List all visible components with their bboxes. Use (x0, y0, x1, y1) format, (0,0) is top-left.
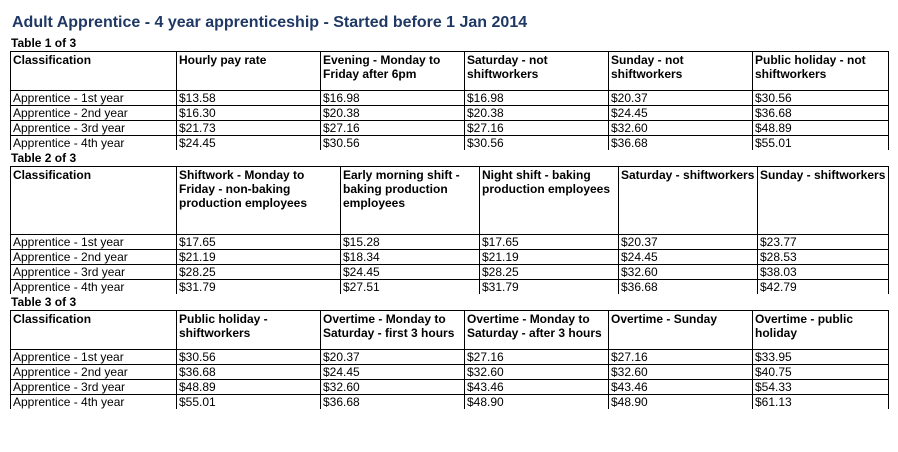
column-header: Sunday - shiftworkers (758, 167, 889, 235)
column-header: Evening - Monday to Friday after 6pm (321, 52, 465, 91)
table-cell: $30.56 (321, 136, 465, 151)
table-row (11, 265, 889, 280)
table-cell: $17.65 (177, 235, 341, 250)
table-2-caption: Table 2 of 3 (11, 151, 77, 165)
table-cell: $30.56 (177, 350, 321, 365)
table-row (11, 91, 889, 106)
table-cell: $30.56 (753, 91, 889, 106)
table-cell: $32.60 (465, 365, 609, 380)
page-title: Adult Apprentice - 4 year apprenticeship - Started before 1 Jan 2014 (12, 14, 528, 31)
table-cell: $28.25 (480, 265, 619, 280)
table-cell: $40.75 (753, 365, 889, 380)
table-cell: $21.19 (177, 250, 341, 265)
table-row (11, 121, 889, 136)
table-cell: Apprentice - 2nd year (11, 106, 177, 121)
table-cell: $36.68 (619, 280, 758, 295)
table-cell: $23.77 (758, 235, 889, 250)
table-row (11, 106, 889, 121)
table-cell: Apprentice - 3rd year (11, 265, 177, 280)
table-3 (10, 310, 889, 409)
table-cell: $32.60 (619, 265, 758, 280)
table-cell: $24.45 (619, 250, 758, 265)
table-1-caption: Table 1 of 3 (11, 36, 77, 50)
table-cell: $48.90 (609, 395, 753, 410)
table-row (11, 380, 889, 395)
table-cell: $36.68 (609, 136, 753, 151)
table-cell: $20.37 (609, 91, 753, 106)
column-header: Public holiday - shiftworkers (177, 311, 321, 350)
table-cell: Apprentice - 2nd year (11, 250, 177, 265)
column-header: Shiftwork - Monday to Friday - non-baking production employees (177, 167, 341, 235)
table-cell: $27.16 (321, 121, 465, 136)
table-cell: Apprentice - 2nd year (11, 365, 177, 380)
column-header: Night shift - baking production employees (480, 167, 619, 235)
column-header: Early morning shift - baking production employees (341, 167, 480, 235)
table-cell: $33.95 (753, 350, 889, 365)
column-header: Public holiday - not shiftworkers (753, 52, 889, 91)
table-cell: $31.79 (480, 280, 619, 295)
table-cell: $27.51 (341, 280, 480, 295)
table-2 (10, 166, 889, 294)
table-cell: $20.38 (321, 106, 465, 121)
table-cell: Apprentice - 4th year (11, 136, 177, 151)
table-cell: $18.34 (341, 250, 480, 265)
table-cell: Apprentice - 1st year (11, 350, 177, 365)
table-cell: $32.60 (609, 121, 753, 136)
table-cell: $61.13 (753, 395, 889, 410)
table-cell: $31.79 (177, 280, 341, 295)
table-header-row (11, 167, 889, 235)
column-header: Overtime - Sunday (609, 311, 753, 350)
column-header: Sunday - not shiftworkers (609, 52, 753, 91)
table-cell: $30.56 (465, 136, 609, 151)
table-cell: $20.37 (321, 350, 465, 365)
table-cell: $21.73 (177, 121, 321, 136)
table-cell: $16.98 (465, 91, 609, 106)
table-cell: $27.16 (465, 121, 609, 136)
table-cell: $28.53 (758, 250, 889, 265)
table-cell: $27.16 (609, 350, 753, 365)
table-cell: $55.01 (177, 395, 321, 410)
table-row (11, 136, 889, 151)
table-cell: $16.30 (177, 106, 321, 121)
column-header: Classification (11, 311, 177, 350)
table-cell: $38.03 (758, 265, 889, 280)
table-cell: $36.68 (177, 365, 321, 380)
table-cell: $24.45 (609, 106, 753, 121)
column-header: Saturday - not shiftworkers (465, 52, 609, 91)
table-cell: $43.46 (609, 380, 753, 395)
column-header: Overtime - public holiday (753, 311, 889, 350)
table-cell: Apprentice - 3rd year (11, 380, 177, 395)
table-cell: Apprentice - 3rd year (11, 121, 177, 136)
page (10, 0, 888, 409)
table-cell: $43.46 (465, 380, 609, 395)
table-cell: $28.25 (177, 265, 341, 280)
table-row (11, 350, 889, 365)
table-cell: $36.68 (753, 106, 889, 121)
table-cell: $20.38 (465, 106, 609, 121)
table-cell: $24.45 (341, 265, 480, 280)
table-1 (10, 51, 889, 150)
table-cell: $21.19 (480, 250, 619, 265)
table-cell: $24.45 (177, 136, 321, 151)
column-header: Overtime - Monday to Saturday - first 3 hours (321, 311, 465, 350)
table-cell: Apprentice - 1st year (11, 91, 177, 106)
table-cell: $48.89 (753, 121, 889, 136)
table-row (11, 280, 889, 295)
table-row (11, 250, 889, 265)
table-row (11, 235, 889, 250)
table-cell: $32.60 (609, 365, 753, 380)
table-cell: $13.58 (177, 91, 321, 106)
table-cell: $36.68 (321, 395, 465, 410)
table-row (11, 395, 889, 410)
table-cell: $42.79 (758, 280, 889, 295)
table-header-row (11, 52, 889, 91)
table-3-caption: Table 3 of 3 (11, 295, 77, 309)
table-cell: $15.28 (341, 235, 480, 250)
table-cell: $48.90 (465, 395, 609, 410)
column-header: Hourly pay rate (177, 52, 321, 91)
column-header: Saturday - shiftworkers (619, 167, 758, 235)
table-cell: $24.45 (321, 365, 465, 380)
column-header: Classification (11, 167, 177, 235)
table-cell: $27.16 (465, 350, 609, 365)
column-header: Overtime - Monday to Saturday - after 3 hours (465, 311, 609, 350)
table-cell: $32.60 (321, 380, 465, 395)
table-cell: Apprentice - 4th year (11, 395, 177, 410)
table-cell: Apprentice - 4th year (11, 280, 177, 295)
table-header-row (11, 311, 889, 350)
table-cell: $20.37 (619, 235, 758, 250)
table-cell: Apprentice - 1st year (11, 235, 177, 250)
table-cell: $55.01 (753, 136, 889, 151)
table-cell: $16.98 (321, 91, 465, 106)
table-cell: $48.89 (177, 380, 321, 395)
column-header: Classification (11, 52, 177, 91)
table-cell: $17.65 (480, 235, 619, 250)
table-cell: $54.33 (753, 380, 889, 395)
table-row (11, 365, 889, 380)
